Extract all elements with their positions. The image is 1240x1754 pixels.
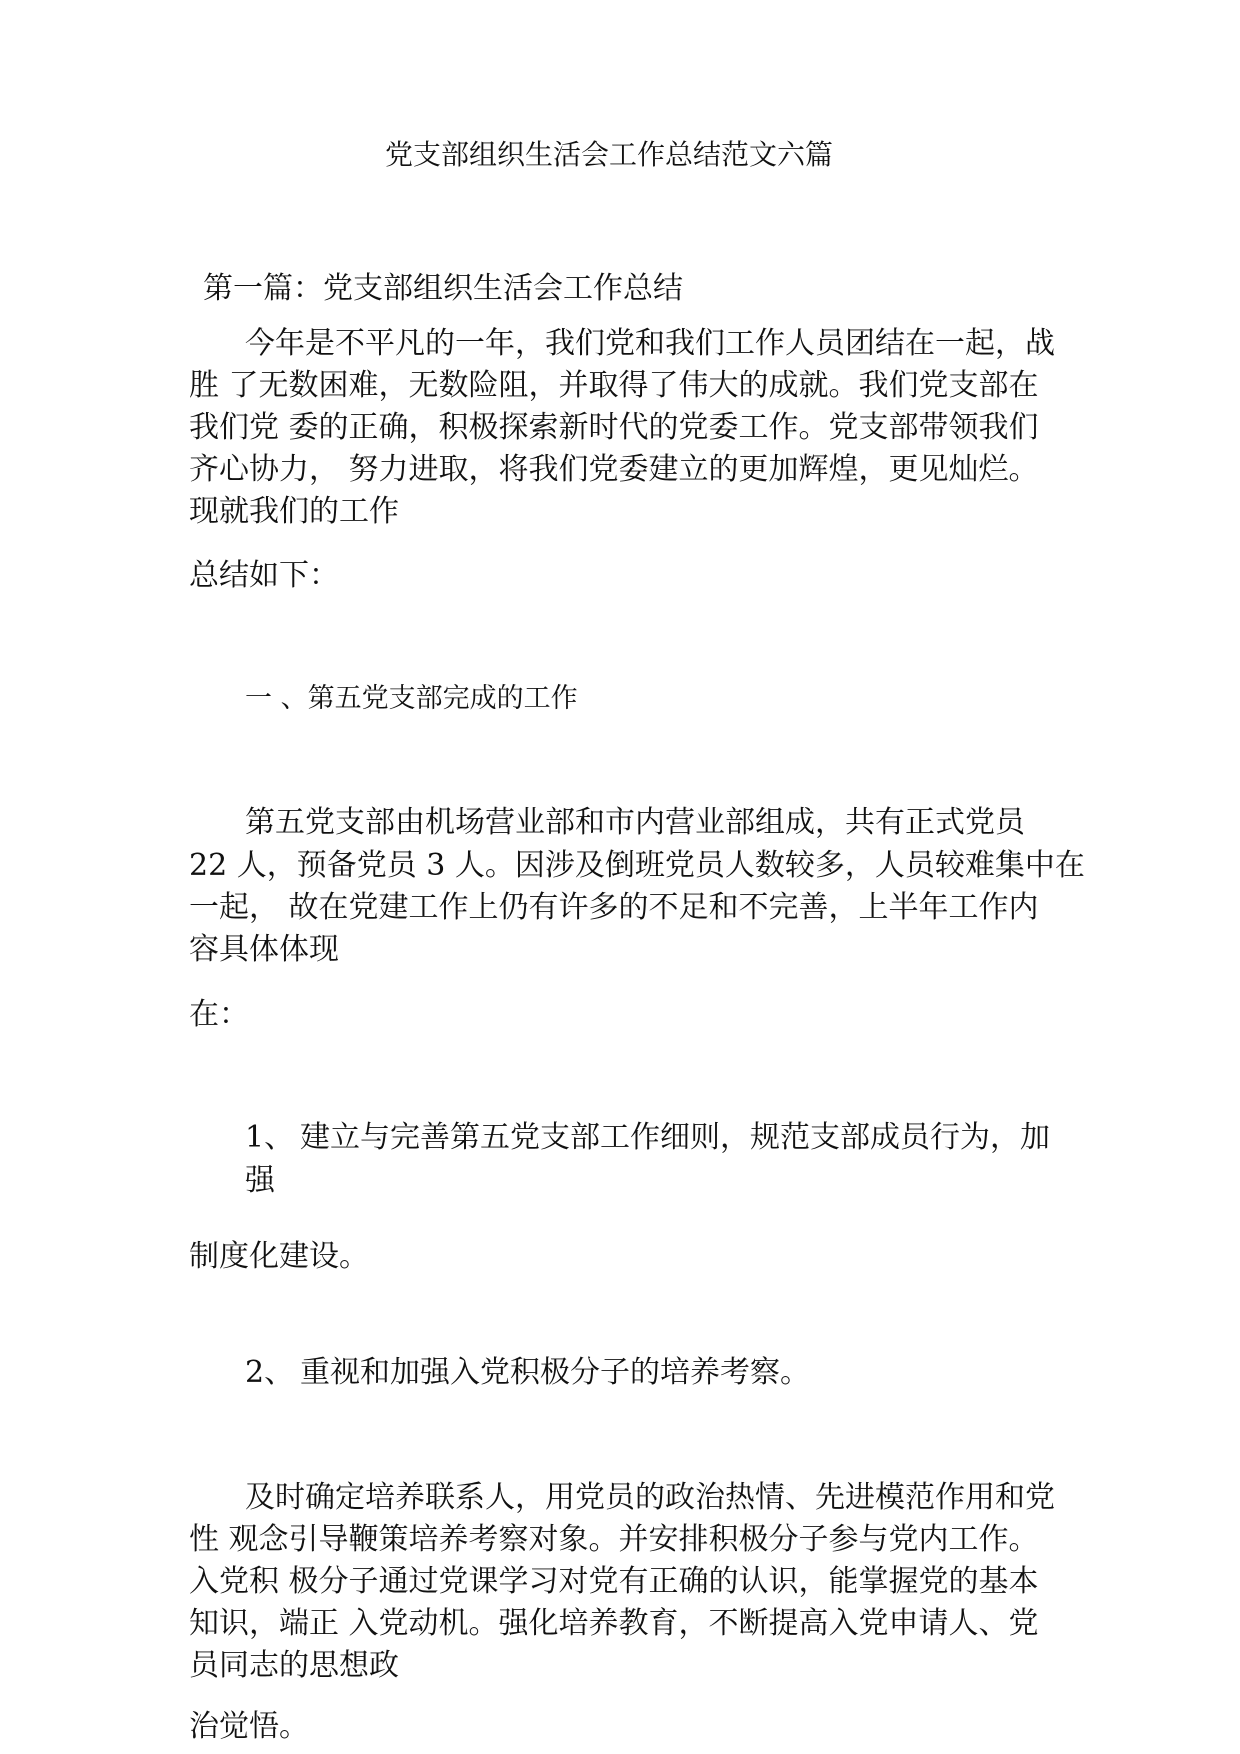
intro-line: 今年是不平凡的一年，我们党和我们工作人员团结在一起，战	[245, 326, 1055, 361]
document-title: 党支部组织生活会工作总结范文六篇	[385, 138, 834, 171]
section-para-line: 容具体体现	[189, 932, 339, 967]
list-item-number: 1、	[245, 1120, 295, 1155]
intro-line: 齐心协力， 努力进取，将我们党委建立的更加辉煌，更见灿烂。	[189, 452, 1039, 487]
section-para-line: 一起， 故在党建工作上仍有许多的不足和不完善，上半年工作内	[189, 890, 1039, 925]
intro-line: 现就我们的工作	[189, 494, 399, 529]
paragraph-line: 知识，端正 入党动机。强化培养教育，不断提高入党申请人、党	[189, 1606, 1039, 1641]
section-heading: 一 、第五党支部完成的工作	[245, 683, 578, 714]
list-item-continuation: 制度化建设。	[189, 1239, 369, 1274]
paragraph-line: 入党积 极分子通过党课学习对党有正确的认识，能掌握党的基本	[189, 1564, 1039, 1599]
paragraph-line: 员同志的思想政	[189, 1648, 399, 1683]
section-para-line: 22 人，预备党员 3 人。因涉及倒班党员人数较多，人员较难集中在	[189, 848, 1085, 883]
section-para-line: 第五党支部由机场营业部和市内营业部组成，共有正式党员	[245, 805, 1025, 840]
list-item-number: 2、	[245, 1355, 295, 1390]
paragraph-end: 治觉悟。	[189, 1709, 309, 1744]
section-para-end: 在：	[189, 997, 249, 1032]
list-item-text: 重视和加强入党积极分子的培养考察。	[300, 1355, 810, 1390]
list-item-text: 建立与完善第五党支部工作细则，规范支部成员行为，加	[300, 1120, 1050, 1155]
intro-line: 胜 了无数困难，无数险阻，并取得了伟大的成就。我们党支部在	[189, 368, 1039, 403]
intro-end: 总结如下：	[189, 558, 339, 593]
paragraph-line: 及时确定培养联系人，用党员的政治热情、先进模范作用和党	[245, 1480, 1055, 1515]
intro-line: 我们党 委的正确，积极探索新时代的党委工作。党支部带领我们	[189, 410, 1039, 445]
paragraph-line: 性 观念引导鞭策培养考察对象。并安排积极分子参与党内工作。	[189, 1522, 1039, 1557]
chapter-heading: 第一篇：党支部组织生活会工作总结	[203, 271, 683, 306]
list-item-text: 强	[245, 1163, 275, 1198]
